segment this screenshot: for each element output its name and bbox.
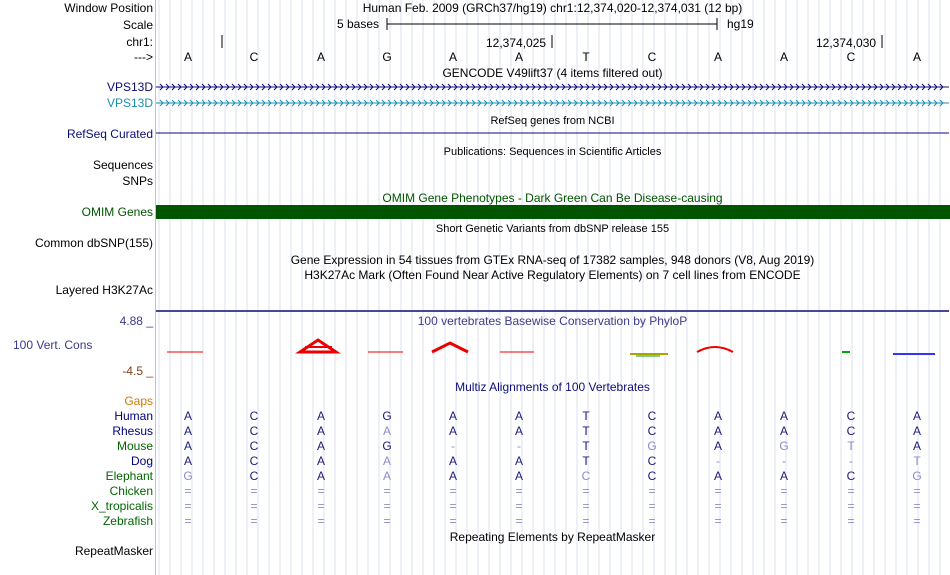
base-letter: C (249, 50, 259, 64)
alignment-base: = (383, 499, 391, 513)
alignment-base: = (515, 484, 523, 498)
alignment-base: G (183, 469, 193, 483)
refseq-label[interactable]: RefSeq Curated (66, 127, 153, 141)
alignment-base: - (782, 454, 786, 468)
alignment-base: C (249, 409, 259, 423)
conservation-max-label: 4.88 _ (119, 314, 153, 328)
alignment-base: A (514, 469, 523, 483)
alignment-base: = (780, 484, 788, 498)
base-letter: A (316, 50, 325, 64)
alignment-base: A (779, 409, 788, 423)
conservation-min-label: -4.5 _ (122, 364, 153, 378)
alignment-base: = (515, 514, 523, 528)
base-letter: G (382, 50, 392, 64)
alignment-base: = (847, 484, 855, 498)
species-label-rhesus[interactable]: Rhesus (112, 424, 153, 438)
alignment-base: A (382, 454, 391, 468)
alignment-base: C (846, 469, 856, 483)
gencode-track-title[interactable]: GENCODE V49lift37 (4 items filtered out) (442, 66, 663, 80)
alignment-base: = (250, 499, 258, 513)
gene-label-vps13d-2[interactable]: VPS13D (106, 96, 153, 110)
species-label-x_tropicalis[interactable]: X_tropicalis (90, 499, 153, 513)
alignment-base: A (183, 424, 192, 438)
alignment-base: C (249, 469, 259, 483)
refseq-track-title[interactable]: RefSeq genes from NCBI (490, 115, 615, 127)
alignment-base: T (582, 424, 590, 438)
alignment-base: A (183, 454, 192, 468)
common-dbsnp-label[interactable]: Common dbSNP(155) (34, 236, 153, 250)
alignment-base: A (779, 469, 788, 483)
publications-track-title[interactable]: Publications: Sequences in Scientific Articles (443, 146, 662, 158)
gene-label-vps13d-1[interactable]: VPS13D (106, 80, 153, 94)
chrom-label: chr1: (126, 35, 153, 49)
alignment-base: = (648, 499, 656, 513)
alignment-base: A (316, 424, 325, 438)
alignment-base: A (316, 454, 325, 468)
alignment-base: A (183, 439, 192, 453)
alignment-base: = (383, 514, 391, 528)
base-letter: A (514, 50, 523, 64)
alignment-base: A (779, 424, 788, 438)
alignment-base: = (913, 499, 921, 513)
alignment-base: G (779, 439, 789, 453)
alignment-base: A (316, 409, 325, 423)
alignment-base: C (647, 454, 657, 468)
scale-label: Scale (122, 18, 153, 32)
alignment-base: = (582, 499, 590, 513)
alignment-base: = (184, 499, 192, 513)
alignment-base: C (249, 454, 259, 468)
alignment-base: A (448, 469, 457, 483)
layered-h3k27ac-label[interactable]: Layered H3K27Ac (55, 283, 153, 297)
alignment-base: = (913, 484, 921, 498)
scale-assembly: hg19 (727, 17, 754, 31)
alignment-base: C (249, 439, 259, 453)
alignment-base: G (912, 469, 922, 483)
alignment-base: = (383, 484, 391, 498)
species-label-elephant[interactable]: Elephant (105, 469, 153, 483)
alignment-base: G (647, 439, 657, 453)
base-letter: C (647, 50, 657, 64)
alignment-base: A (912, 424, 921, 438)
alignment-base: C (249, 424, 259, 438)
omim-bar[interactable] (156, 205, 950, 219)
alignment-base: = (515, 499, 523, 513)
alignment-base: = (648, 514, 656, 528)
omim-track-title[interactable]: OMIM Gene Phenotypes - Dark Green Can Be Disease-causing (382, 191, 723, 205)
gene-track-vps13d-1[interactable] (156, 84, 949, 90)
alignment-base: A (713, 409, 722, 423)
gaps-label[interactable]: Gaps (124, 394, 153, 408)
alignment-base: = (317, 484, 325, 498)
alignment-base: = (714, 514, 722, 528)
base-letter: C (846, 50, 856, 64)
alignment-base: G (382, 439, 392, 453)
alignment-base: C (581, 469, 591, 483)
alignment-base: = (250, 514, 258, 528)
scale-bar (387, 18, 717, 30)
alignment-base: = (714, 499, 722, 513)
alignment-base: A (514, 424, 523, 438)
position-tick-label-1: 12,374,025 (486, 36, 547, 50)
base-letter: A (912, 50, 921, 64)
alignment-base: A (912, 439, 921, 453)
scale-text: 5 bases (337, 17, 380, 31)
alignment-base: A (448, 454, 457, 468)
alignment-base: = (714, 484, 722, 498)
alignment-base: C (647, 409, 657, 423)
alignment-base: = (780, 514, 788, 528)
alignment-base: = (449, 514, 457, 528)
alignment-base: C (846, 409, 856, 423)
window-position-value: Human Feb. 2009 (GRCh37/hg19) chr1:12,374,020-12,374,031 (12 bp) (362, 1, 743, 15)
alignment-base: A (316, 439, 325, 453)
alignment-base: = (317, 499, 325, 513)
base-letter: T (582, 50, 590, 64)
alignment-base: A (316, 469, 325, 483)
sequences-label[interactable]: Sequences (92, 158, 153, 172)
alignment-base: A (713, 439, 722, 453)
alignment-base: A (713, 424, 722, 438)
base-letter: A (713, 50, 722, 64)
strand-arrow-label: ---> (134, 50, 153, 64)
alignment-base: = (847, 499, 855, 513)
alignment-base: = (582, 514, 590, 528)
alignment-base: T (913, 454, 921, 468)
alignment-base: T (582, 454, 590, 468)
multiz-track-title[interactable]: Multiz Alignments of 100 Vertebrates (455, 380, 650, 394)
alignment-base: = (913, 514, 921, 528)
alignment-base: = (582, 484, 590, 498)
base-letter: A (448, 50, 457, 64)
short-variants-track-title[interactable]: Short Genetic Variants from dbSNP release 155 (435, 223, 670, 235)
alignment-base: A (382, 469, 391, 483)
alignment-base: A (713, 469, 722, 483)
alignment-base: A (514, 454, 523, 468)
species-label-dog[interactable]: Dog (130, 454, 153, 468)
alignment-base: - (716, 454, 720, 468)
alignment-base: G (382, 409, 392, 423)
alignment-base: = (648, 484, 656, 498)
alignment-base: C (647, 469, 657, 483)
window-position-label: Window Position (64, 1, 153, 15)
alignment-base: = (780, 499, 788, 513)
h3k27ac-track-title[interactable]: H3K27Ac Mark (Often Found Near Active Regulatory Elements) on 7 cell lines from ENCODE (304, 268, 801, 282)
alignment-base: = (449, 484, 457, 498)
alignment-base: = (317, 514, 325, 528)
position-tick-label-2: 12,374,030 (816, 36, 877, 50)
alignment-base: = (449, 499, 457, 513)
alignment-base: C (846, 424, 856, 438)
alignment-base: A (448, 409, 457, 423)
vert-cons-label[interactable]: 100 Vert. Cons (13, 338, 93, 352)
gtex-track-title[interactable]: Gene Expression in 54 tissues from GTEx RNA-seq of 17382 samples, 948 donors (V8, Aug 2019) (290, 253, 815, 267)
alignment-base: A (912, 409, 921, 423)
alignment-base: C (647, 424, 657, 438)
alignment-base: A (514, 409, 523, 423)
alignment-base: A (382, 424, 391, 438)
species-label-human[interactable]: Human (114, 409, 153, 423)
alignment-base: = (847, 514, 855, 528)
repeatmasker-label[interactable]: RepeatMasker (74, 544, 153, 558)
alignment-base: T (847, 439, 855, 453)
alignment-base: = (250, 484, 258, 498)
phylop-signal (167, 340, 935, 356)
alignment-base: - (849, 454, 853, 468)
omim-label[interactable]: OMIM Genes (81, 205, 153, 219)
alignment-base: = (184, 484, 192, 498)
alignment-base: T (582, 439, 590, 453)
alignment-base: = (184, 514, 192, 528)
species-label-zebrafish[interactable]: Zebrafish (102, 514, 153, 528)
snps-label[interactable]: SNPs (122, 174, 153, 188)
base-letter: A (183, 50, 192, 64)
phylop-track-title[interactable]: 100 vertebrates Basewise Conservation by PhyloP (417, 314, 688, 328)
alignment-base: - (517, 439, 521, 453)
alignment-base: T (582, 409, 590, 423)
alignment-base: - (451, 439, 455, 453)
alignment-base: A (448, 424, 457, 438)
alignment-base: A (183, 409, 192, 423)
species-label-chicken[interactable]: Chicken (109, 484, 153, 498)
repeatmasker-track-title[interactable]: Repeating Elements by RepeatMasker (449, 530, 656, 544)
gene-track-vps13d-2[interactable] (156, 100, 949, 106)
species-label-mouse[interactable]: Mouse (116, 439, 153, 453)
base-letter: A (779, 50, 788, 64)
